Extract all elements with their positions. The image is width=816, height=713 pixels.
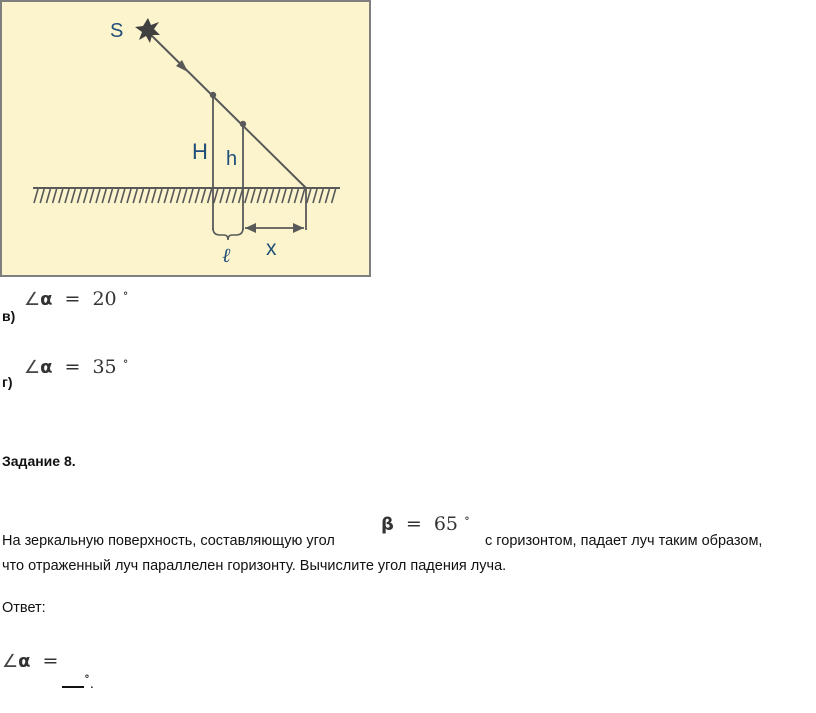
equals-sign: = [42, 650, 59, 672]
beta-symbol: β [381, 514, 394, 535]
alpha-symbol: α [40, 289, 53, 310]
label-h: h [226, 148, 238, 170]
degree-symbol: ∘ [122, 286, 129, 300]
option-g-letter: г) [2, 374, 13, 390]
diagram-figure [0, 0, 372, 278]
answer-formula [2, 650, 70, 672]
answer-blank-line[interactable] [62, 666, 94, 694]
label-x: x [266, 237, 277, 260]
task-text-after: с горизонтом, падает луч таким образом, [485, 533, 763, 549]
label-S: S [110, 20, 124, 42]
label-l: ℓ [222, 243, 231, 267]
answer-blank[interactable] [62, 670, 84, 688]
top-point-h [240, 121, 246, 127]
answer-degree-symbol: ∘ [84, 669, 90, 683]
angle-symbol: ∠ [24, 289, 41, 310]
task-title: Задание 8. [2, 453, 76, 469]
shadow-diagram [0, 0, 372, 278]
diagram-background [1, 1, 370, 276]
task-text-before: На зеркальную поверхность, составляющую угол [2, 533, 335, 549]
equals-sign: = [64, 288, 81, 310]
alpha-symbol: α [40, 357, 53, 378]
angle-symbol: ∠ [24, 357, 41, 378]
option-v-formula [24, 286, 129, 310]
angle-value: 35 [92, 356, 117, 378]
angle-value: 20 [92, 288, 117, 310]
beta-value: 65 [433, 513, 458, 535]
task-text-line2: что отраженный луч параллелен горизонту. Вычислите угол падения луча. [2, 558, 507, 574]
label-H: H [192, 139, 208, 164]
alpha-symbol: α [18, 651, 31, 672]
beta-formula [381, 511, 470, 535]
answer-period: . [89, 676, 94, 692]
top-point-H [210, 92, 216, 98]
answer-label: Ответ: [2, 600, 46, 616]
option-g-formula [24, 354, 129, 378]
degree-symbol: ∘ [464, 511, 470, 525]
equals-sign: = [405, 513, 422, 535]
equals-sign: = [64, 356, 81, 378]
option-v-letter: в) [2, 308, 16, 324]
angle-symbol: ∠ [2, 651, 19, 672]
degree-symbol: ∘ [122, 354, 129, 368]
